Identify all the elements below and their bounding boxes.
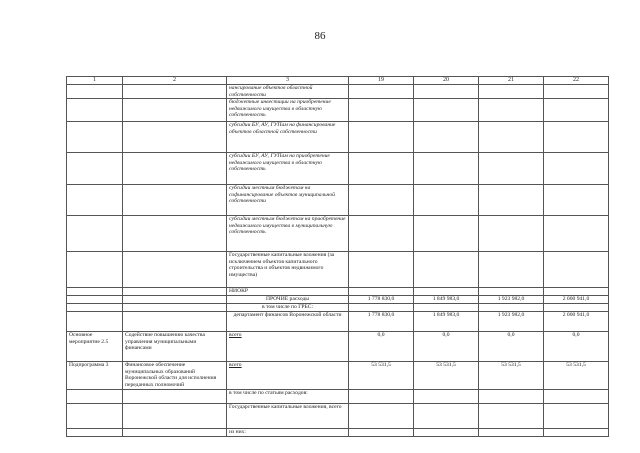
header-cell: 1 — [67, 77, 123, 85]
row-item-cell: в том числе по статьям расходов: — [227, 389, 349, 403]
table-row — [67, 99, 609, 122]
value-cell — [414, 216, 479, 252]
table-row — [67, 252, 609, 288]
table-row — [67, 389, 609, 403]
row-item-cell: субсидии местным бюджетам на софинансирование объектов муниципальной собственности — [227, 185, 349, 216]
row-code-cell — [67, 216, 123, 252]
value-cell — [349, 122, 414, 153]
value-cell: 53 531,5 — [544, 362, 609, 389]
value-cell — [479, 428, 544, 436]
table-row — [67, 216, 609, 252]
value-cell — [479, 85, 544, 99]
row-name-cell — [123, 288, 227, 296]
row-item-cell: в том числе по ГРБС: — [227, 304, 349, 312]
header-cell: 19 — [349, 77, 414, 85]
value-cell: 0,0 — [349, 332, 414, 362]
row-item-cell: Государственные капитальные вложения (за исключением объектов капитального строительства и объектов недвижимого имущества) — [227, 252, 349, 288]
value-cell — [544, 216, 609, 252]
value-cell — [544, 389, 609, 403]
row-item-cell: НИОКР — [227, 288, 349, 296]
value-cell — [349, 216, 414, 252]
row-item-cell: всего — [227, 362, 349, 389]
table-row — [67, 85, 609, 99]
row-name-cell — [123, 389, 227, 403]
value-cell — [544, 403, 609, 428]
row-item-cell: нансирование объектов областной собственности — [227, 85, 349, 99]
row-code-cell — [67, 85, 123, 99]
header-cell: 3 — [227, 77, 349, 85]
row-code-cell — [67, 185, 123, 216]
row-code-cell — [67, 99, 123, 122]
value-cell — [349, 99, 414, 122]
value-cell — [349, 153, 414, 185]
value-cell — [479, 288, 544, 296]
value-cell: 1 849 983,0 — [414, 312, 479, 332]
value-cell: 2 000 941,0 — [544, 312, 609, 332]
table-row — [67, 362, 609, 389]
value-cell — [414, 288, 479, 296]
row-name-cell: Финансовое обеспечение муниципальных образований Воронежской области для исполнения переданных полномочий — [123, 362, 227, 389]
row-name-cell — [123, 403, 227, 428]
table-row — [67, 153, 609, 185]
table-row — [67, 185, 609, 216]
row-item-cell: субсидии местным бюджетам на приобретение недвижимого имущества в муниципальную собственность — [227, 216, 349, 252]
row-item-cell: Государственные капитальные вложения, всего — [227, 403, 349, 428]
value-cell: 0,0 — [414, 332, 479, 362]
row-code-cell — [67, 288, 123, 296]
row-code-cell — [67, 252, 123, 288]
value-cell — [479, 252, 544, 288]
row-code-cell: Подпрограмма 3 — [67, 362, 123, 389]
value-cell: 2 000 941,0 — [544, 296, 609, 304]
table-row — [67, 304, 609, 312]
table-row — [67, 122, 609, 153]
row-name-cell — [123, 153, 227, 185]
value-cell — [479, 99, 544, 122]
row-code-cell — [67, 428, 123, 436]
value-cell — [544, 153, 609, 185]
table-row — [67, 288, 609, 296]
row-name-cell — [123, 185, 227, 216]
value-cell — [414, 304, 479, 312]
value-cell: 1 849 983,0 — [414, 296, 479, 304]
row-code-cell: Основное мероприятие 2.5 — [67, 332, 123, 362]
value-cell — [544, 185, 609, 216]
row-name-cell — [123, 85, 227, 99]
table-row — [67, 403, 609, 428]
page-number: 86 — [314, 30, 326, 42]
value-cell: 1 778 830,0 — [349, 296, 414, 304]
header-row — [67, 77, 609, 85]
value-cell — [349, 185, 414, 216]
value-cell: 0,0 — [544, 332, 609, 362]
row-code-cell — [67, 296, 123, 304]
row-item-cell: из них: — [227, 428, 349, 436]
row-name-cell — [123, 99, 227, 122]
value-cell — [479, 403, 544, 428]
value-cell: 1 778 830,0 — [349, 312, 414, 332]
row-item-cell: всего — [227, 332, 349, 362]
row-code-cell — [67, 389, 123, 403]
row-name-cell — [123, 296, 227, 304]
value-cell — [544, 288, 609, 296]
row-code-cell — [67, 403, 123, 428]
row-name-cell — [123, 304, 227, 312]
value-cell: 1 923 982,0 — [479, 312, 544, 332]
value-cell — [479, 122, 544, 153]
value-cell — [349, 252, 414, 288]
row-item-cell: ПРОЧИЕ расходы — [227, 296, 349, 304]
row-item-cell: бюджетные инвестиции на приобретение недвижимого имущества в областную собственность — [227, 99, 349, 122]
row-name-cell — [123, 428, 227, 436]
value-cell — [414, 85, 479, 99]
value-cell — [544, 252, 609, 288]
value-cell: 1 923 982,0 — [479, 296, 544, 304]
table-row — [67, 296, 609, 304]
value-cell — [479, 185, 544, 216]
value-cell — [414, 403, 479, 428]
value-cell: 0,0 — [479, 332, 544, 362]
value-cell — [349, 288, 414, 296]
header-cell: 2 — [123, 77, 227, 85]
value-cell — [544, 304, 609, 312]
value-cell — [479, 304, 544, 312]
row-code-cell — [67, 153, 123, 185]
row-item-cell: субсидии БУ, АУ, ГУПам на финансирование объектов областной собственности — [227, 122, 349, 153]
value-cell — [544, 428, 609, 436]
header-cell: 22 — [544, 77, 609, 85]
budget-table — [66, 76, 609, 437]
row-code-cell — [67, 304, 123, 312]
row-name-cell — [123, 216, 227, 252]
value-cell — [414, 185, 479, 216]
value-cell — [544, 122, 609, 153]
table-row — [67, 428, 609, 436]
value-cell — [414, 122, 479, 153]
value-cell — [414, 428, 479, 436]
row-name-cell — [123, 252, 227, 288]
value-cell — [414, 389, 479, 403]
row-item-cell: субсидии БУ, АУ, ГУПам на приобретение недвижимого имущества в областную собственность — [227, 153, 349, 185]
row-item-cell: департамент финансов Воронежской области — [227, 312, 349, 332]
table-row — [67, 332, 609, 362]
value-cell — [544, 85, 609, 99]
table-row — [67, 312, 609, 332]
row-name-cell — [123, 312, 227, 332]
header-cell: 21 — [479, 77, 544, 85]
row-code-cell — [67, 122, 123, 153]
header-cell: 20 — [414, 77, 479, 85]
value-cell — [349, 403, 414, 428]
value-cell: 53 531,5 — [414, 362, 479, 389]
value-cell — [544, 99, 609, 122]
value-cell: 53 531,5 — [349, 362, 414, 389]
value-cell — [479, 216, 544, 252]
value-cell — [479, 153, 544, 185]
value-cell — [349, 428, 414, 436]
value-cell — [479, 389, 544, 403]
value-cell — [349, 85, 414, 99]
row-code-cell — [67, 312, 123, 332]
value-cell: 53 531,5 — [479, 362, 544, 389]
row-name-cell — [123, 122, 227, 153]
row-name-cell: Содействие повышению качества управления муниципальными финансами — [123, 332, 227, 362]
value-cell — [414, 252, 479, 288]
value-cell — [349, 304, 414, 312]
value-cell — [414, 99, 479, 122]
value-cell — [349, 389, 414, 403]
value-cell — [414, 153, 479, 185]
